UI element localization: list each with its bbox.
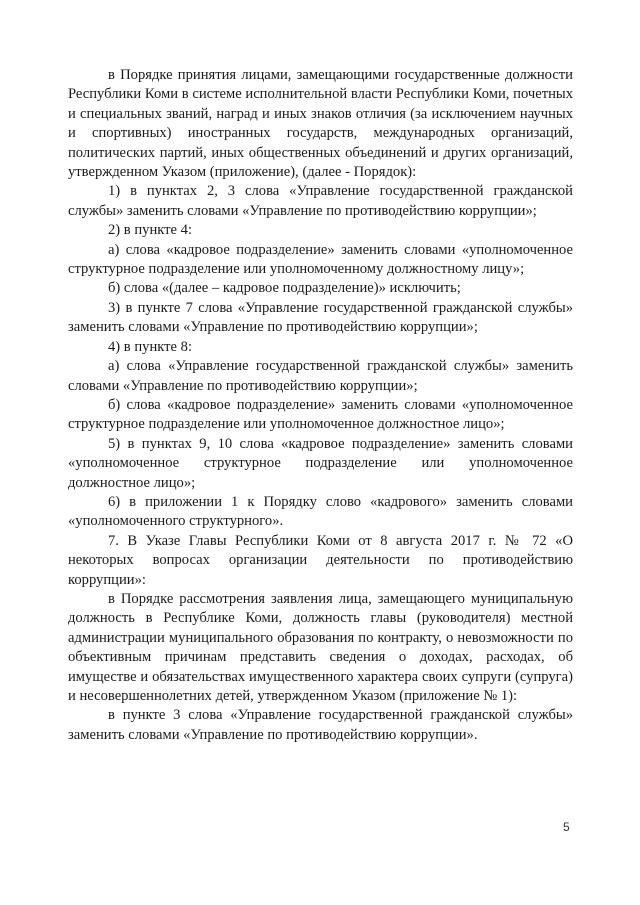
- paragraph-section-7: 7. В Указе Главы Республики Коми от 8 августа 2017 г. № 72 «О некоторых вопросах организации деятельности по противодействию коррупции»:: [68, 532, 573, 588]
- paragraph-item-2a: а) слова «кадровое подразделение» заменить словами «уполномоченное структурное подразделение или уполномоченному должностному лицу»;: [68, 241, 573, 278]
- paragraph-item-4: 4) в пункте 8:: [108, 338, 193, 355]
- paragraph-item-2b: б) слова «(далее – кадровое подразделение)» исключить;: [108, 280, 461, 297]
- document-body: [68, 66, 573, 745]
- paragraph-item-4a: а) слова «Управление государственной гражданской службы» заменить словами «Управление по противодействию коррупции»;: [68, 358, 573, 394]
- paragraph-item-5: 5) в пунктах 9, 10 слова «кадровое подразделение» заменить словами «уполномоченное структурное подразделение или уполномоченное должностное лицо»;: [68, 435, 573, 491]
- paragraph-review-order: в Порядке рассмотрения заявления лица, замещающего муниципальную должность в Республике Коми, должность главы (руководителя) местной администрации муниципального образования по контракту, о невозможности по объективным причинам представить сведения о доходах, расходах, об имуществе и обязательствах имущественного характера своих супруги (супруга) и несовершеннолетних детей, утвержденном Указом (приложение № 1):: [68, 590, 573, 704]
- paragraph-item-3: 3) в пункте 7 слова «Управление государственной гражданской службы» заменить словами «Управление по противодействию коррупции»;: [68, 299, 573, 336]
- paragraph-item-6: 6) в приложении 1 к Порядку слово «кадрового» заменить словами «уполномоченного структурного».: [68, 493, 573, 530]
- page-number: 5: [563, 820, 570, 834]
- paragraph-item-1: 1) в пунктах 2, 3 слова «Управление государственной гражданской службы» заменить словами «Управление по противодействию коррупции»;: [68, 183, 573, 219]
- paragraph-item-2: 2) в пункте 4:: [108, 222, 193, 239]
- paragraph-order-intro: в Порядке принятия лицами, замещающими государственные должности Республики Коми в системе исполнительной власти Республики Коми, почетных и специальных званий, наград и иных знаков отличия (за исключением научных и спортивных) иностранных государств, международных организаций, политических партий, иных общественных объединений и других организаций, утвержденном Указом (приложение), (далее - Порядок):: [68, 67, 573, 181]
- paragraph-item-4b: б) слова «кадровое подразделение» заменить словами «уполномоченное структурное подразделение или уполномоченное должностное лицо»;: [68, 396, 573, 433]
- paragraph-item-3-replacement: в пункте 3 слова «Управление государственной гражданской службы» заменить словами «Управление по противодействию коррупции».: [68, 707, 573, 743]
